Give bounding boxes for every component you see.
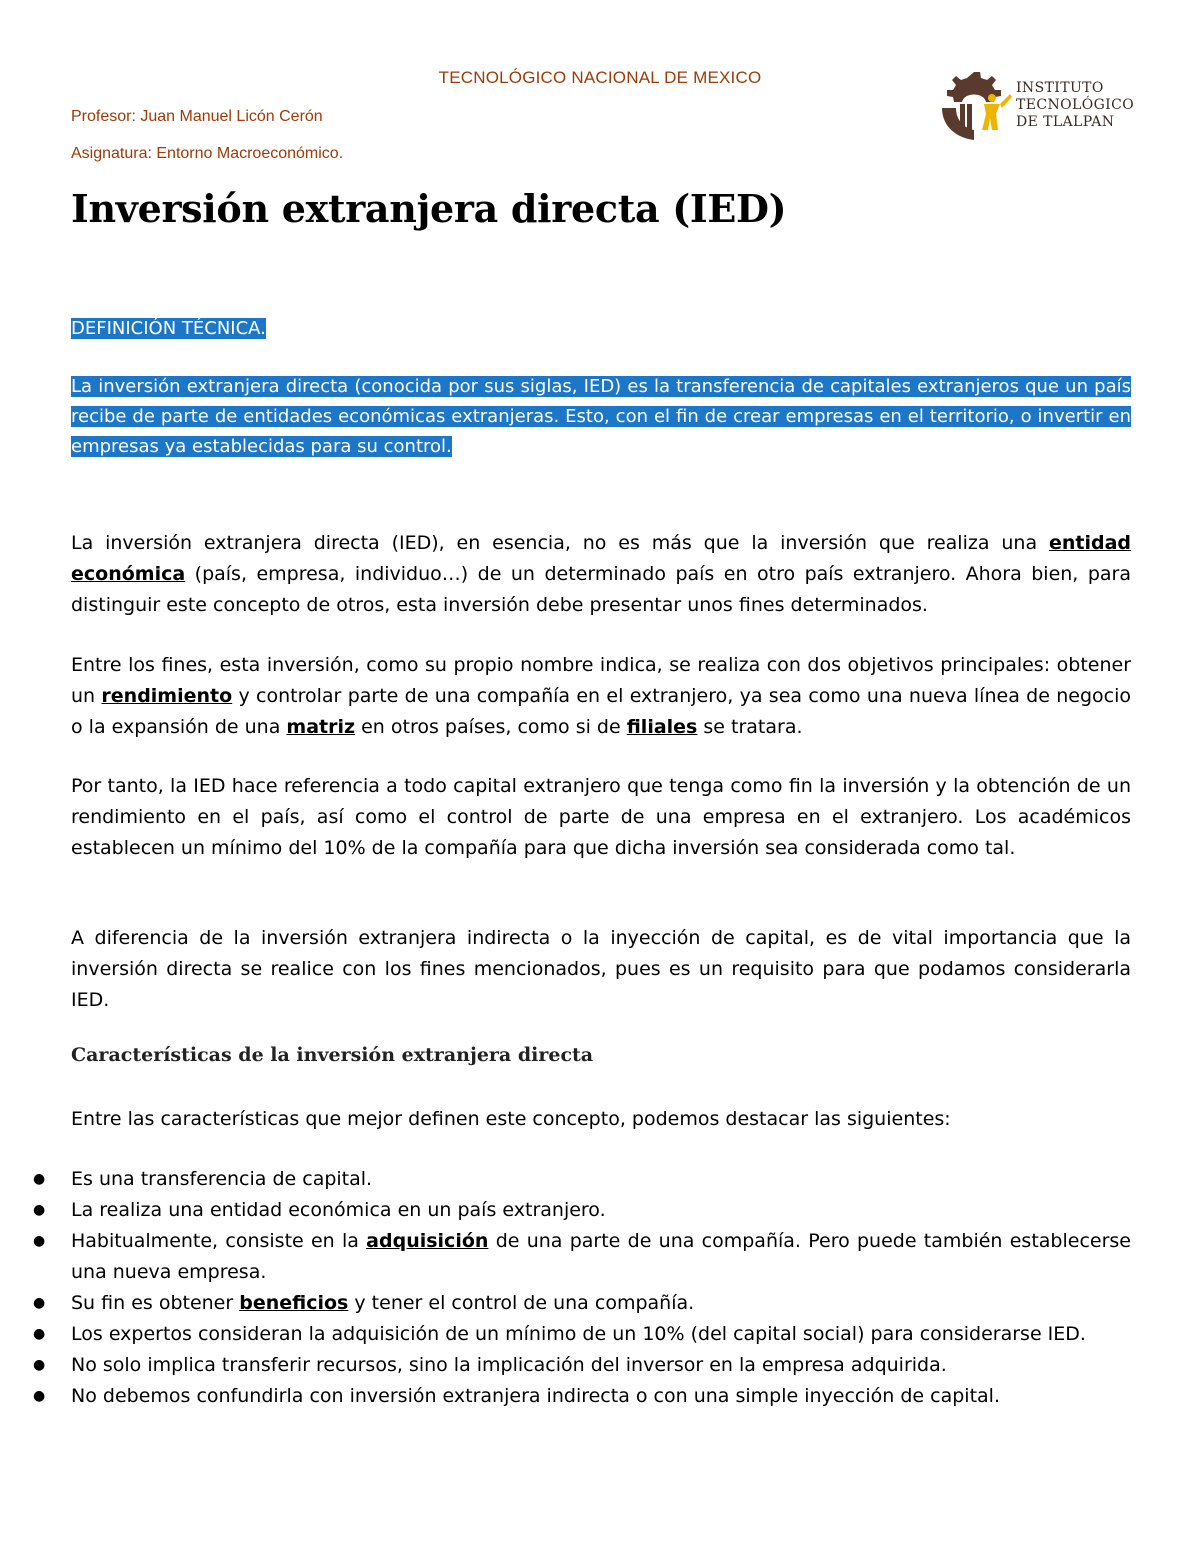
keyword-rendimiento[interactable]: rendimiento	[101, 685, 233, 707]
subject-line: Asignatura: Entorno Macroeconómico.	[71, 145, 344, 162]
list-item-text: Su fin es obtener	[71, 1292, 240, 1314]
paragraph-3: Por tanto, la IED hace referencia a todo capital extranjero que tenga como fin la inversión y la obtención de un rendimiento en el país, así como el control de parte de una empresa en el extranjero. Los académicos establecen un mínimo del 10% de la compañía para que dicha inversión sea considerada como tal.	[71, 775, 1131, 859]
paragraph-2-text-d: se tratara.	[697, 716, 803, 738]
list-item-text: y tener el control de una compañía.	[348, 1292, 695, 1314]
definition-heading[interactable]: DEFINICIÓN TÉCNICA.	[71, 318, 266, 339]
list-item	[33, 1350, 1131, 1381]
keyword-beneficios[interactable]: beneficios	[239, 1292, 349, 1314]
logo-line-1: INSTITUTO	[1016, 80, 1104, 96]
characteristics-intro: Entre las características que mejor definen este concepto, podemos destacar las siguientes:	[71, 1108, 951, 1130]
paragraph-1-text-b: (país, empresa, individuo…) de un determinado país en otro país extranjero. Ahora bien, para distinguir este concepto de otros, esta inversión debe presentar unos fines determinados.	[71, 563, 1131, 616]
keyword-adquisicion[interactable]: adquisición	[366, 1230, 489, 1252]
paragraph-2-text-c: en otros países, como si de	[355, 716, 627, 738]
bullet-icon: ●	[33, 1233, 46, 1249]
professor-line: Profesor: Juan Manuel Licón Cerón	[71, 108, 323, 125]
list-item	[33, 1164, 1131, 1195]
paragraph-2	[71, 650, 1131, 743]
keyword-filiales[interactable]: filiales	[626, 716, 698, 738]
keyword-matriz[interactable]: matriz	[286, 716, 356, 738]
characteristics-heading: Características de la inversión extranjera directa	[71, 1044, 594, 1066]
list-item	[33, 1195, 1131, 1226]
definition-heading-block	[71, 314, 1131, 344]
bullet-icon: ●	[33, 1295, 46, 1311]
paragraph-1	[71, 528, 1131, 621]
list-item	[33, 1288, 1131, 1319]
list-item	[33, 1226, 1131, 1288]
paragraph-1-text-a: La inversión extranjera directa (IED), en esencia, no es más que la inversión que realiza una	[71, 532, 1049, 554]
bullet-icon: ●	[33, 1202, 46, 1218]
bullet-icon: ●	[33, 1326, 46, 1342]
list-item-text: Habitualmente, consiste en la	[71, 1230, 367, 1252]
paragraph-4: A diferencia de la inversión extranjera indirecta o la inyección de capital, es de vital importancia que la inversión directa se realice con los fines mencionados, pues es un requisito para que podamos considerarla IED.	[71, 927, 1131, 1011]
paragraph-2-text-a: Entre los fines, esta inversión, como su propio nombre indica, se realiza con dos objetivos principales: obtener un	[71, 654, 1131, 707]
logo-text	[1016, 80, 1134, 131]
bullet-icon: ●	[33, 1357, 46, 1373]
institution-name: TECNOLÓGICO NACIONAL DE MEXICO	[438, 68, 762, 87]
institute-logo	[934, 68, 1144, 144]
bullet-icon: ●	[33, 1388, 46, 1404]
document-title: Inversión extranjera directa (IED)	[71, 186, 787, 231]
list-item-text: Es una transferencia de capital.	[71, 1168, 373, 1190]
paragraph-2-text-b: y controlar parte de una compañía en el extranjero, ya sea como una nueva línea de negocio o la expansión de una	[71, 685, 1131, 738]
list-item	[33, 1381, 1131, 1412]
logo-line-3: DE TLALPAN	[1016, 114, 1115, 130]
keyword-entidad-economica[interactable]: entidad económica	[71, 532, 1131, 585]
list-item	[33, 1319, 1131, 1350]
definition-text[interactable]: La inversión extranjera directa (conocida por sus siglas, IED) es la transferencia de capitales extranjeros que un país recibe de parte de entidades económicas extranjeras. Esto, con el fin de crear empresas en el territorio, o invertir en empresas ya establecidas para su control.	[71, 376, 1131, 457]
definition-text-block	[71, 372, 1131, 462]
list-item-text: de una parte de una compañía. Pero puede también establecerse una nueva empresa.	[71, 1230, 1131, 1283]
characteristics-list	[33, 1164, 1131, 1412]
list-item-text: No solo implica transferir recursos, sino la implicación del inversor en la empresa adquirida.	[71, 1354, 947, 1376]
list-item-text: La realiza una entidad económica en un país extranjero.	[71, 1199, 606, 1221]
list-item-text: No debemos confundirla con inversión extranjera indirecta o con una simple inyección de capital.	[71, 1385, 1000, 1407]
gear-emblem-icon	[934, 68, 1018, 144]
list-item-text: Los expertos consideran la adquisición de un mínimo de un 10% (del capital social) para considerarse IED.	[71, 1323, 1086, 1345]
logo-line-2: TECNOLÓGICO	[1016, 97, 1135, 113]
bullet-icon: ●	[33, 1171, 46, 1187]
